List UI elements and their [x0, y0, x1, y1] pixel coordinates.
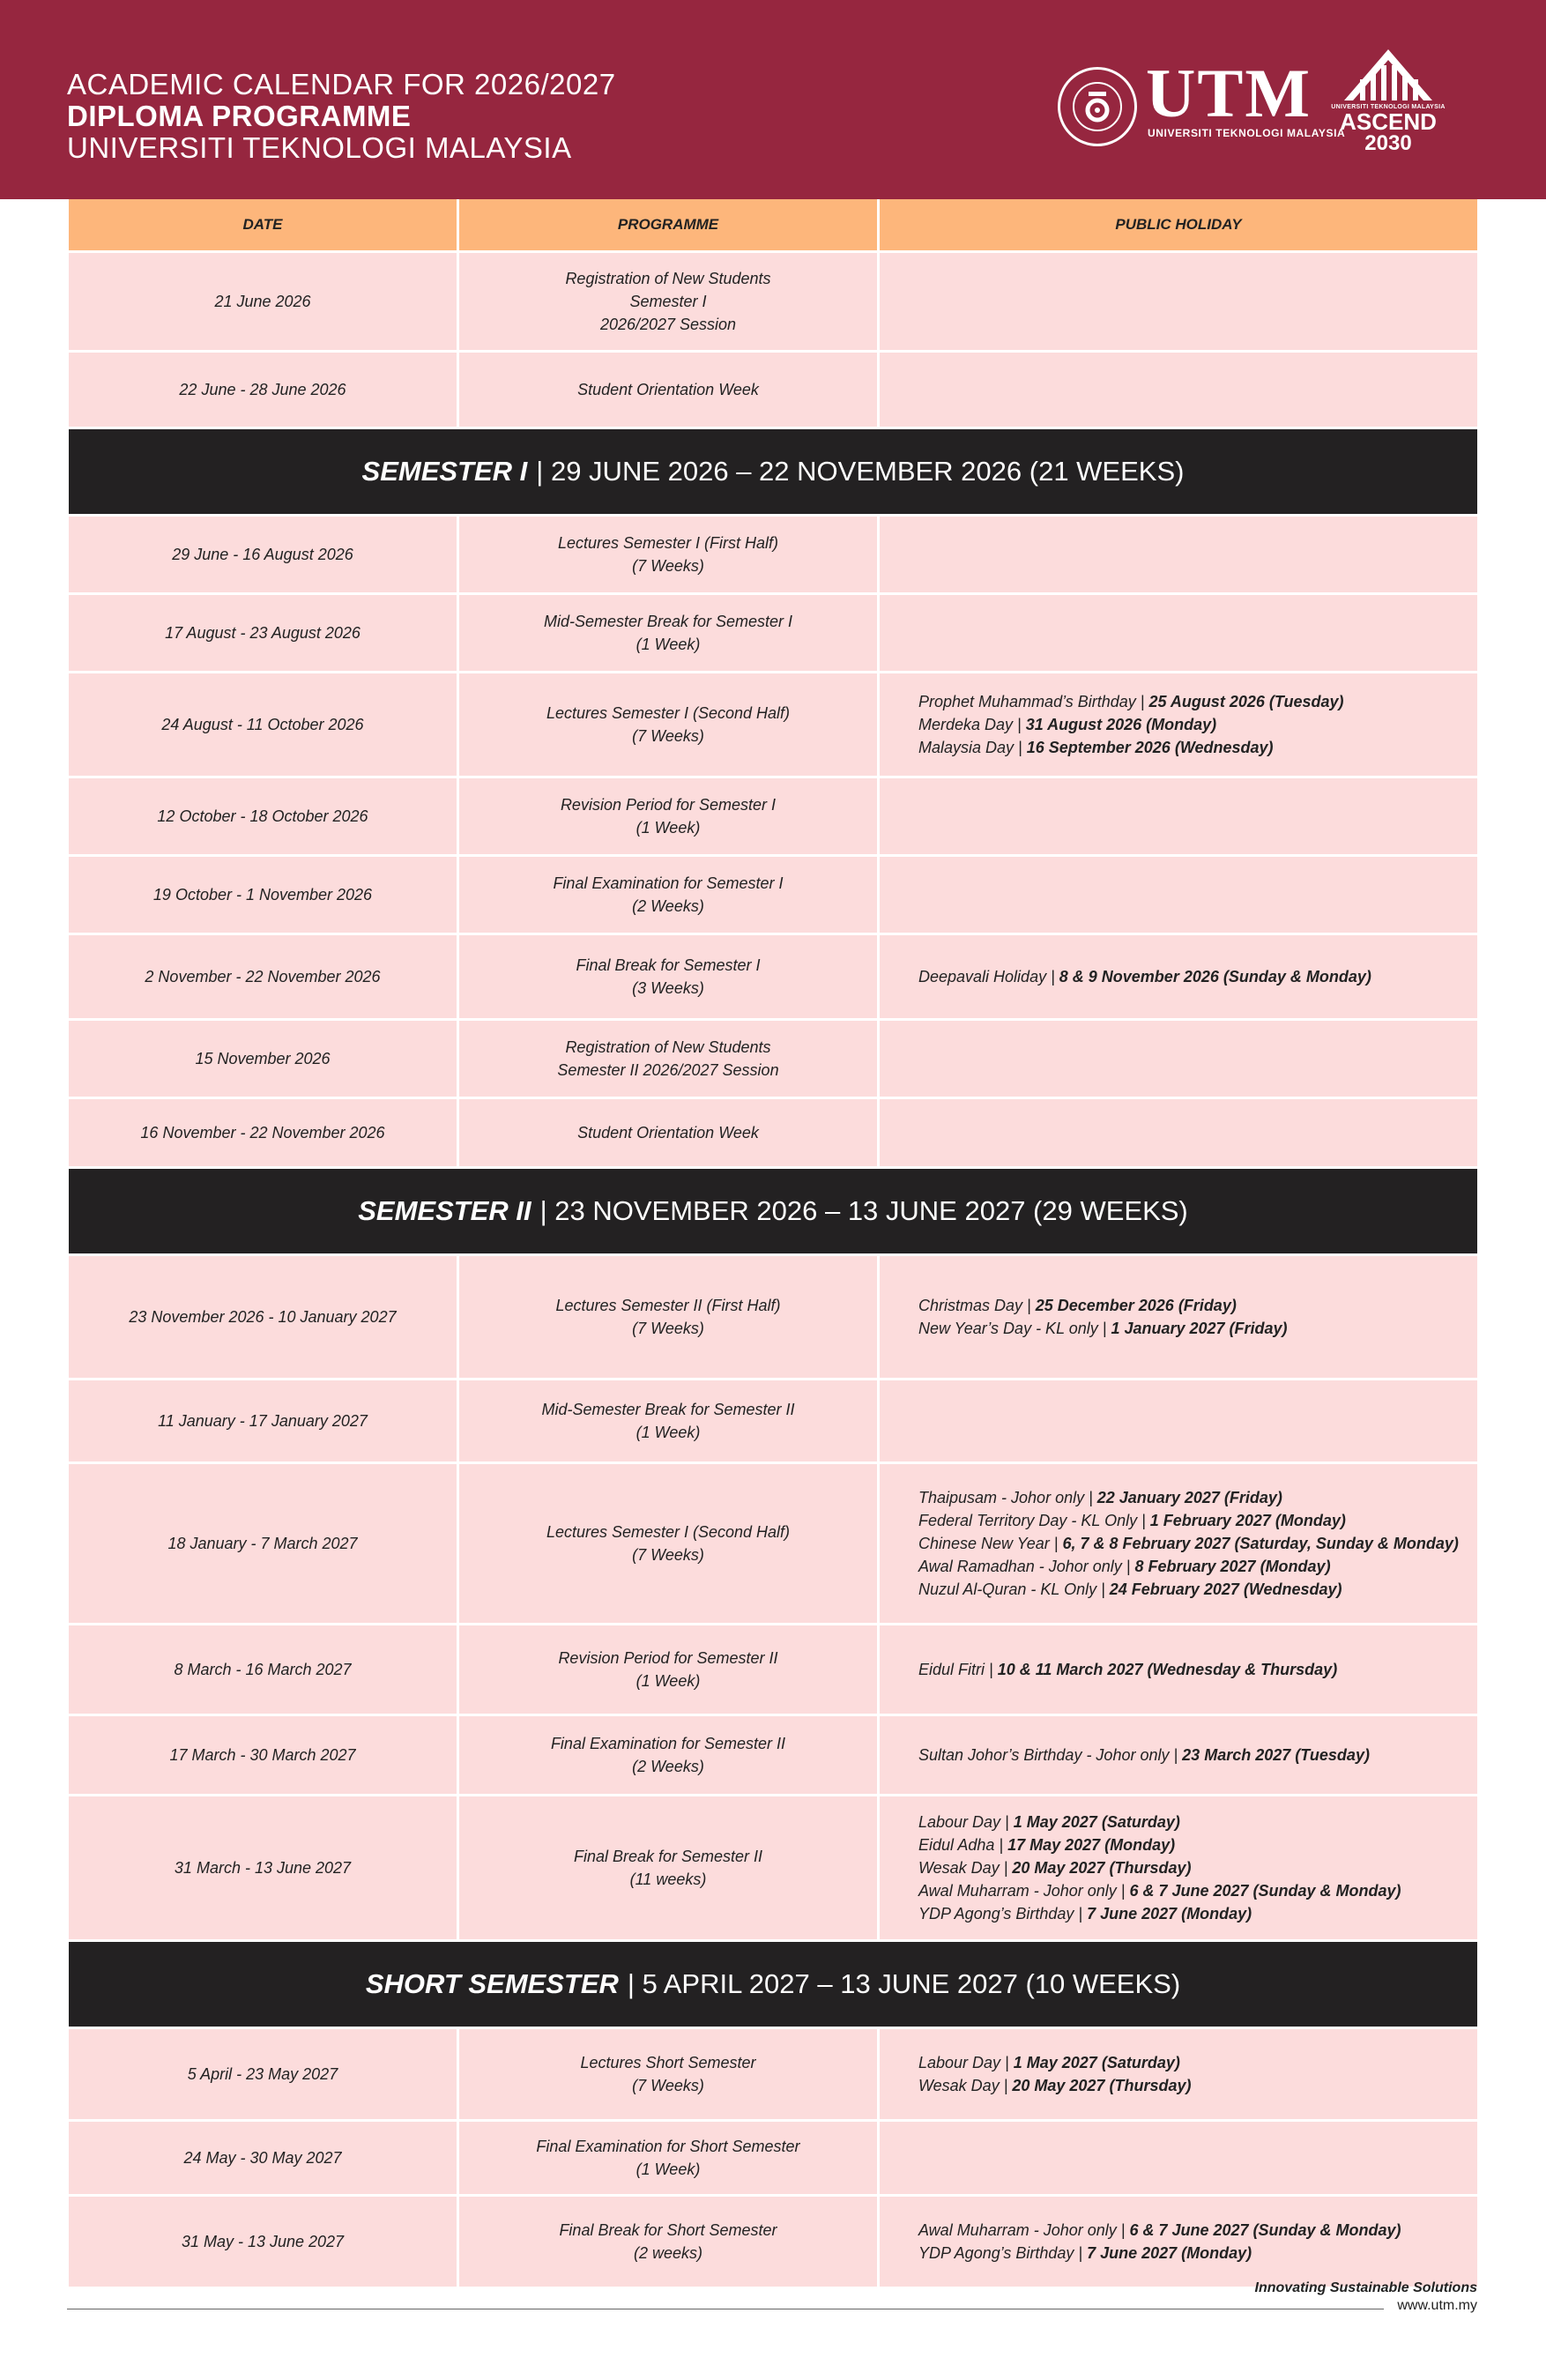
holiday-cell — [880, 517, 1477, 592]
programme-cell — [459, 1796, 880, 1939]
holiday-entry — [918, 2074, 1191, 2097]
date-cell: 22 June - 28 June 2026 — [69, 353, 459, 427]
programme-line: Registration of New Students — [565, 270, 771, 287]
holiday-name: YDP Agong’s Birthday | — [918, 2244, 1088, 2262]
semester-1-range: | 29 JUNE 2026 – 22 NOVEMBER 2026 (21 WEEKS) — [536, 456, 1185, 487]
programme-line: (1 Week) — [635, 819, 701, 837]
programme-line: Final Examination for Short Semester — [536, 2138, 800, 2155]
holiday-name: Federal Territory Day - KL Only | — [918, 1512, 1150, 1529]
holiday-cell — [880, 935, 1477, 1018]
short-semester-range: | 5 APRIL 2027 – 13 JUNE 2027 (10 WEEKS) — [627, 1968, 1181, 1999]
programme-cell — [459, 1380, 880, 1461]
programme-line: (1 Week) — [635, 636, 701, 653]
holiday-date: 23 March 2027 (Tuesday) — [1182, 1746, 1370, 1764]
holiday-name: Labour Day | — [918, 2054, 1014, 2071]
title-line-2: DIPLOMA PROGRAMME — [67, 100, 412, 132]
programme-line: Final Break for Short Semester — [559, 2221, 777, 2239]
date-cell: 18 January - 7 March 2027 — [69, 1464, 459, 1623]
holiday-name: Malaysia Day | — [918, 739, 1027, 756]
programme-line: (1 Week) — [635, 2161, 701, 2178]
holiday-entry — [918, 1578, 1459, 1601]
ascend-building-icon — [1335, 46, 1441, 102]
column-header-date: DATE — [69, 199, 459, 250]
programme-line: Student Orientation Week — [577, 1124, 759, 1142]
programme-cell — [459, 2197, 880, 2287]
programme-line: (11 weeks) — [629, 1871, 707, 1888]
date-cell: 24 May - 30 May 2027 — [69, 2122, 459, 2194]
holiday-name: Eidul Adha | — [918, 1836, 1008, 1854]
programme-line: Final Examination for Semester I — [553, 874, 784, 892]
holiday-date: 7 June 2027 (Monday) — [1087, 2244, 1252, 2262]
holiday-name: Prophet Muhammad’s Birthday | — [918, 693, 1149, 710]
programme-line: Mid-Semester Break for Semester I — [543, 613, 793, 630]
calendar-table — [69, 199, 1477, 2289]
holiday-date: 7 June 2027 (Monday) — [1087, 1905, 1252, 1923]
holiday-date: 6 & 7 June 2027 (Sunday & Monday) — [1129, 1882, 1401, 1900]
table-row — [69, 353, 1477, 429]
holiday-entry — [918, 1509, 1459, 1532]
date-cell: 31 May - 13 June 2027 — [69, 2197, 459, 2287]
footer-tagline: Innovating Sustainable Solutions — [1254, 2280, 1477, 2295]
programme-cell — [459, 2029, 880, 2119]
holiday-cell — [880, 1099, 1477, 1166]
holiday-cell — [880, 2197, 1477, 2287]
utm-logo-text: UTM — [1146, 55, 1312, 131]
programme-line: Final Break for Semester II — [573, 1848, 763, 1865]
programme-cell — [459, 778, 880, 854]
semester-2-section — [69, 1256, 1477, 1942]
utm-logo-subtitle: UNIVERSITI TEKNOLOGI MALAYSIA — [1148, 127, 1346, 139]
programme-line: Mid-Semester Break for Semester II — [541, 1401, 795, 1418]
programme-line: Semester II 2026/2027 Session — [557, 1061, 779, 1079]
short-semester-name: SHORT SEMESTER — [365, 1968, 619, 1999]
programme-line: Registration of New Students — [565, 1038, 771, 1056]
page-header — [0, 0, 1546, 199]
holiday-cell — [880, 673, 1477, 776]
holiday-name: Nuzul Al-Quran - KL Only | — [918, 1580, 1110, 1598]
date-cell: 23 November 2026 - 10 January 2027 — [69, 1256, 459, 1378]
date-cell: 17 August - 23 August 2026 — [69, 595, 459, 671]
holiday-date: 24 February 2027 (Wednesday) — [1109, 1580, 1342, 1598]
programme-line: 2026/2027 Session — [599, 316, 737, 333]
table-row — [69, 935, 1477, 1021]
holiday-entry — [918, 965, 1371, 988]
holiday-name: Wesak Day | — [918, 1859, 1013, 1877]
holiday-cell — [880, 778, 1477, 854]
holiday-date: 10 & 11 March 2027 (Wednesday & Thursday) — [997, 1661, 1338, 1678]
holiday-name: Eidul Fitri | — [918, 1661, 998, 1678]
semester-2-banner — [69, 1169, 1477, 1256]
footer-url: www.utm.my — [1397, 2298, 1477, 2313]
table-row — [69, 517, 1477, 595]
programme-line: Lectures Semester I (Second Half) — [546, 1523, 791, 1541]
programme-cell — [459, 1256, 880, 1378]
table-row — [69, 1256, 1477, 1380]
holiday-date: 20 May 2027 (Thursday) — [1012, 2077, 1192, 2094]
holiday-date: 22 January 2027 (Friday) — [1096, 1489, 1282, 1506]
programme-cell — [459, 253, 880, 350]
holiday-cell — [880, 1380, 1477, 1461]
table-row — [69, 595, 1477, 673]
date-cell: 5 April - 23 May 2027 — [69, 2029, 459, 2119]
programme-line: (7 Weeks) — [632, 1320, 704, 1337]
registration-section — [69, 253, 1477, 429]
programme-line: Revision Period for Semester II — [558, 1649, 778, 1667]
holiday-entry — [918, 2219, 1401, 2242]
programme-line: Semester I — [629, 293, 707, 310]
holiday-name: Wesak Day | — [918, 2077, 1013, 2094]
semester-2-name: SEMESTER II — [358, 1195, 531, 1226]
programme-cell — [459, 1099, 880, 1166]
programme-cell — [459, 1464, 880, 1623]
programme-line: (1 Week) — [635, 1672, 701, 1690]
semester-2-range: | 23 NOVEMBER 2026 – 13 JUNE 2027 (29 WEEKS) — [539, 1195, 1188, 1226]
table-row — [69, 1099, 1477, 1169]
table-row — [69, 857, 1477, 935]
holiday-name: Thaipusam - Johor only | — [918, 1489, 1097, 1506]
utm-seal-icon — [1058, 67, 1137, 146]
programme-line: Lectures Short Semester — [580, 2054, 756, 2071]
ascend-2030-logo — [1327, 46, 1450, 169]
holiday-entry — [918, 1744, 1370, 1766]
date-cell: 8 March - 16 March 2027 — [69, 1625, 459, 1714]
programme-line: Final Examination for Semester II — [550, 1735, 786, 1752]
holiday-name: Awal Muharram - Johor only | — [918, 1882, 1130, 1900]
holiday-date: 6, 7 & 8 February 2027 (Saturday, Sunday & Monday) — [1062, 1535, 1459, 1552]
holiday-name: Labour Day | — [918, 1813, 1014, 1831]
short-semester-banner — [69, 1942, 1477, 2029]
programme-cell — [459, 1021, 880, 1097]
programme-line: Student Orientation Week — [577, 381, 759, 398]
ascend-word: ASCEND — [1340, 108, 1437, 135]
table-row — [69, 1021, 1477, 1099]
holiday-cell — [880, 1256, 1477, 1378]
column-header-programme: PROGRAMME — [459, 199, 880, 250]
holiday-entry — [918, 1555, 1459, 1578]
date-cell: 17 March - 30 March 2027 — [69, 1716, 459, 1794]
programme-cell — [459, 935, 880, 1018]
holiday-date: 1 May 2027 (Saturday) — [1013, 2054, 1180, 2071]
date-cell: 16 November - 22 November 2026 — [69, 1099, 459, 1166]
holiday-cell — [880, 1796, 1477, 1939]
programme-line: (2 weeks) — [633, 2244, 702, 2262]
holiday-cell — [880, 1716, 1477, 1794]
holiday-entry — [918, 1294, 1288, 1317]
programme-line: (2 Weeks) — [632, 897, 704, 915]
holiday-date: 25 December 2026 (Friday) — [1035, 1297, 1237, 1314]
table-row — [69, 2122, 1477, 2197]
title-line-1: ACADEMIC CALENDAR FOR 2026/2027 — [67, 68, 616, 100]
date-cell: 15 November 2026 — [69, 1021, 459, 1097]
semester-1-banner — [69, 429, 1477, 517]
holiday-name: Merdeka Day | — [918, 716, 1026, 733]
holiday-name: New Year’s Day - KL only | — [918, 1320, 1111, 1337]
date-cell: 11 January - 17 January 2027 — [69, 1380, 459, 1461]
programme-line: (7 Weeks) — [632, 557, 704, 575]
holiday-cell — [880, 253, 1477, 350]
programme-cell — [459, 353, 880, 427]
holiday-name: Christmas Day | — [918, 1297, 1036, 1314]
holiday-name: Awal Ramadhan - Johor only | — [918, 1558, 1135, 1575]
holiday-date: 8 & 9 November 2026 (Sunday & Monday) — [1059, 968, 1371, 985]
date-cell: 12 October - 18 October 2026 — [69, 778, 459, 854]
programme-line: (7 Weeks) — [632, 2077, 704, 2094]
programme-line: (2 Weeks) — [632, 1758, 704, 1775]
date-cell: 19 October - 1 November 2026 — [69, 857, 459, 933]
programme-cell — [459, 517, 880, 592]
holiday-name: Sultan Johor’s Birthday - Johor only | — [918, 1746, 1183, 1764]
programme-cell — [459, 857, 880, 933]
table-row — [69, 778, 1477, 857]
holiday-entry — [918, 1532, 1459, 1555]
table-row — [69, 1625, 1477, 1716]
holiday-date: 1 May 2027 (Saturday) — [1013, 1813, 1180, 1831]
date-cell: 29 June - 16 August 2026 — [69, 517, 459, 592]
programme-line: Lectures Semester I (First Half) — [557, 534, 779, 552]
semester-1-name: SEMESTER I — [361, 456, 528, 487]
holiday-date: 8 February 2027 (Monday) — [1134, 1558, 1331, 1575]
programme-line: (3 Weeks) — [632, 979, 704, 997]
holiday-entry — [918, 1856, 1401, 1879]
holiday-entry — [918, 736, 1344, 759]
programme-line: Lectures Semester I (Second Half) — [546, 704, 791, 722]
holiday-entry — [918, 1486, 1459, 1509]
table-row — [69, 1716, 1477, 1796]
date-cell: 24 August - 11 October 2026 — [69, 673, 459, 776]
holiday-cell — [880, 1464, 1477, 1623]
holiday-cell — [880, 353, 1477, 427]
programme-line: (7 Weeks) — [632, 1546, 704, 1564]
holiday-name: Deepavali Holiday | — [918, 968, 1059, 985]
programme-line: (7 Weeks) — [632, 727, 704, 745]
table-row — [69, 2197, 1477, 2289]
semester-1-section — [69, 517, 1477, 1169]
title-line-3: UNIVERSITI TEKNOLOGI MALAYSIA — [67, 131, 572, 164]
programme-cell — [459, 673, 880, 776]
holiday-date: 31 August 2026 (Monday) — [1025, 716, 1217, 733]
holiday-name: Chinese New Year | — [918, 1535, 1063, 1552]
holiday-entry — [918, 1879, 1401, 1902]
holiday-cell — [880, 595, 1477, 671]
programme-line: (1 Week) — [635, 1424, 701, 1441]
table-row — [69, 253, 1477, 353]
holiday-date: 20 May 2027 (Thursday) — [1012, 1859, 1192, 1877]
date-cell: 31 March - 13 June 2027 — [69, 1796, 459, 1939]
holiday-date: 1 February 2027 (Monday) — [1149, 1512, 1346, 1529]
date-cell: 2 November - 22 November 2026 — [69, 935, 459, 1018]
programme-cell — [459, 1716, 880, 1794]
programme-cell — [459, 595, 880, 671]
table-row — [69, 1464, 1477, 1625]
holiday-entry — [918, 2242, 1401, 2265]
date-cell: 21 June 2026 — [69, 253, 459, 350]
holiday-entry — [918, 690, 1344, 713]
holiday-entry — [918, 713, 1344, 736]
holiday-entry — [918, 1833, 1401, 1856]
holiday-entry — [918, 1658, 1337, 1681]
column-header-public-holiday: PUBLIC HOLIDAY — [880, 199, 1477, 250]
holiday-cell — [880, 1021, 1477, 1097]
holiday-cell — [880, 857, 1477, 933]
programme-cell — [459, 2122, 880, 2194]
holiday-cell — [880, 1625, 1477, 1714]
short-semester-section — [69, 2029, 1477, 2289]
holiday-cell — [880, 2122, 1477, 2194]
table-row — [69, 673, 1477, 778]
holiday-name: YDP Agong’s Birthday | — [918, 1905, 1088, 1923]
ascend-university: UNIVERSITI TEKNOLOGI MALAYSIA — [1331, 104, 1446, 110]
holiday-date: 25 August 2026 (Tuesday) — [1148, 693, 1344, 710]
holiday-date: 16 September 2026 (Wednesday) — [1026, 739, 1274, 756]
programme-line: Final Break for Semester I — [576, 956, 761, 974]
table-row — [69, 1796, 1477, 1942]
ascend-year: 2030 — [1364, 131, 1412, 155]
table-row — [69, 1380, 1477, 1464]
programme-line: Lectures Semester II (First Half) — [555, 1297, 781, 1314]
programme-line: Revision Period for Semester I — [560, 796, 777, 814]
table-header-row — [69, 199, 1477, 253]
holiday-entry — [918, 2051, 1191, 2074]
holiday-entry — [918, 1902, 1401, 1925]
holiday-date: 1 January 2027 (Friday) — [1111, 1320, 1288, 1337]
holiday-date: 17 May 2027 (Monday) — [1007, 1836, 1176, 1854]
holiday-name: Awal Muharram - Johor only | — [918, 2221, 1130, 2239]
holiday-entry — [918, 1317, 1288, 1340]
table-row — [69, 2029, 1477, 2122]
calendar-title — [67, 69, 616, 164]
programme-cell — [459, 1625, 880, 1714]
holiday-date: 6 & 7 June 2027 (Sunday & Monday) — [1129, 2221, 1401, 2239]
holiday-cell — [880, 2029, 1477, 2119]
holiday-entry — [918, 1811, 1401, 1833]
